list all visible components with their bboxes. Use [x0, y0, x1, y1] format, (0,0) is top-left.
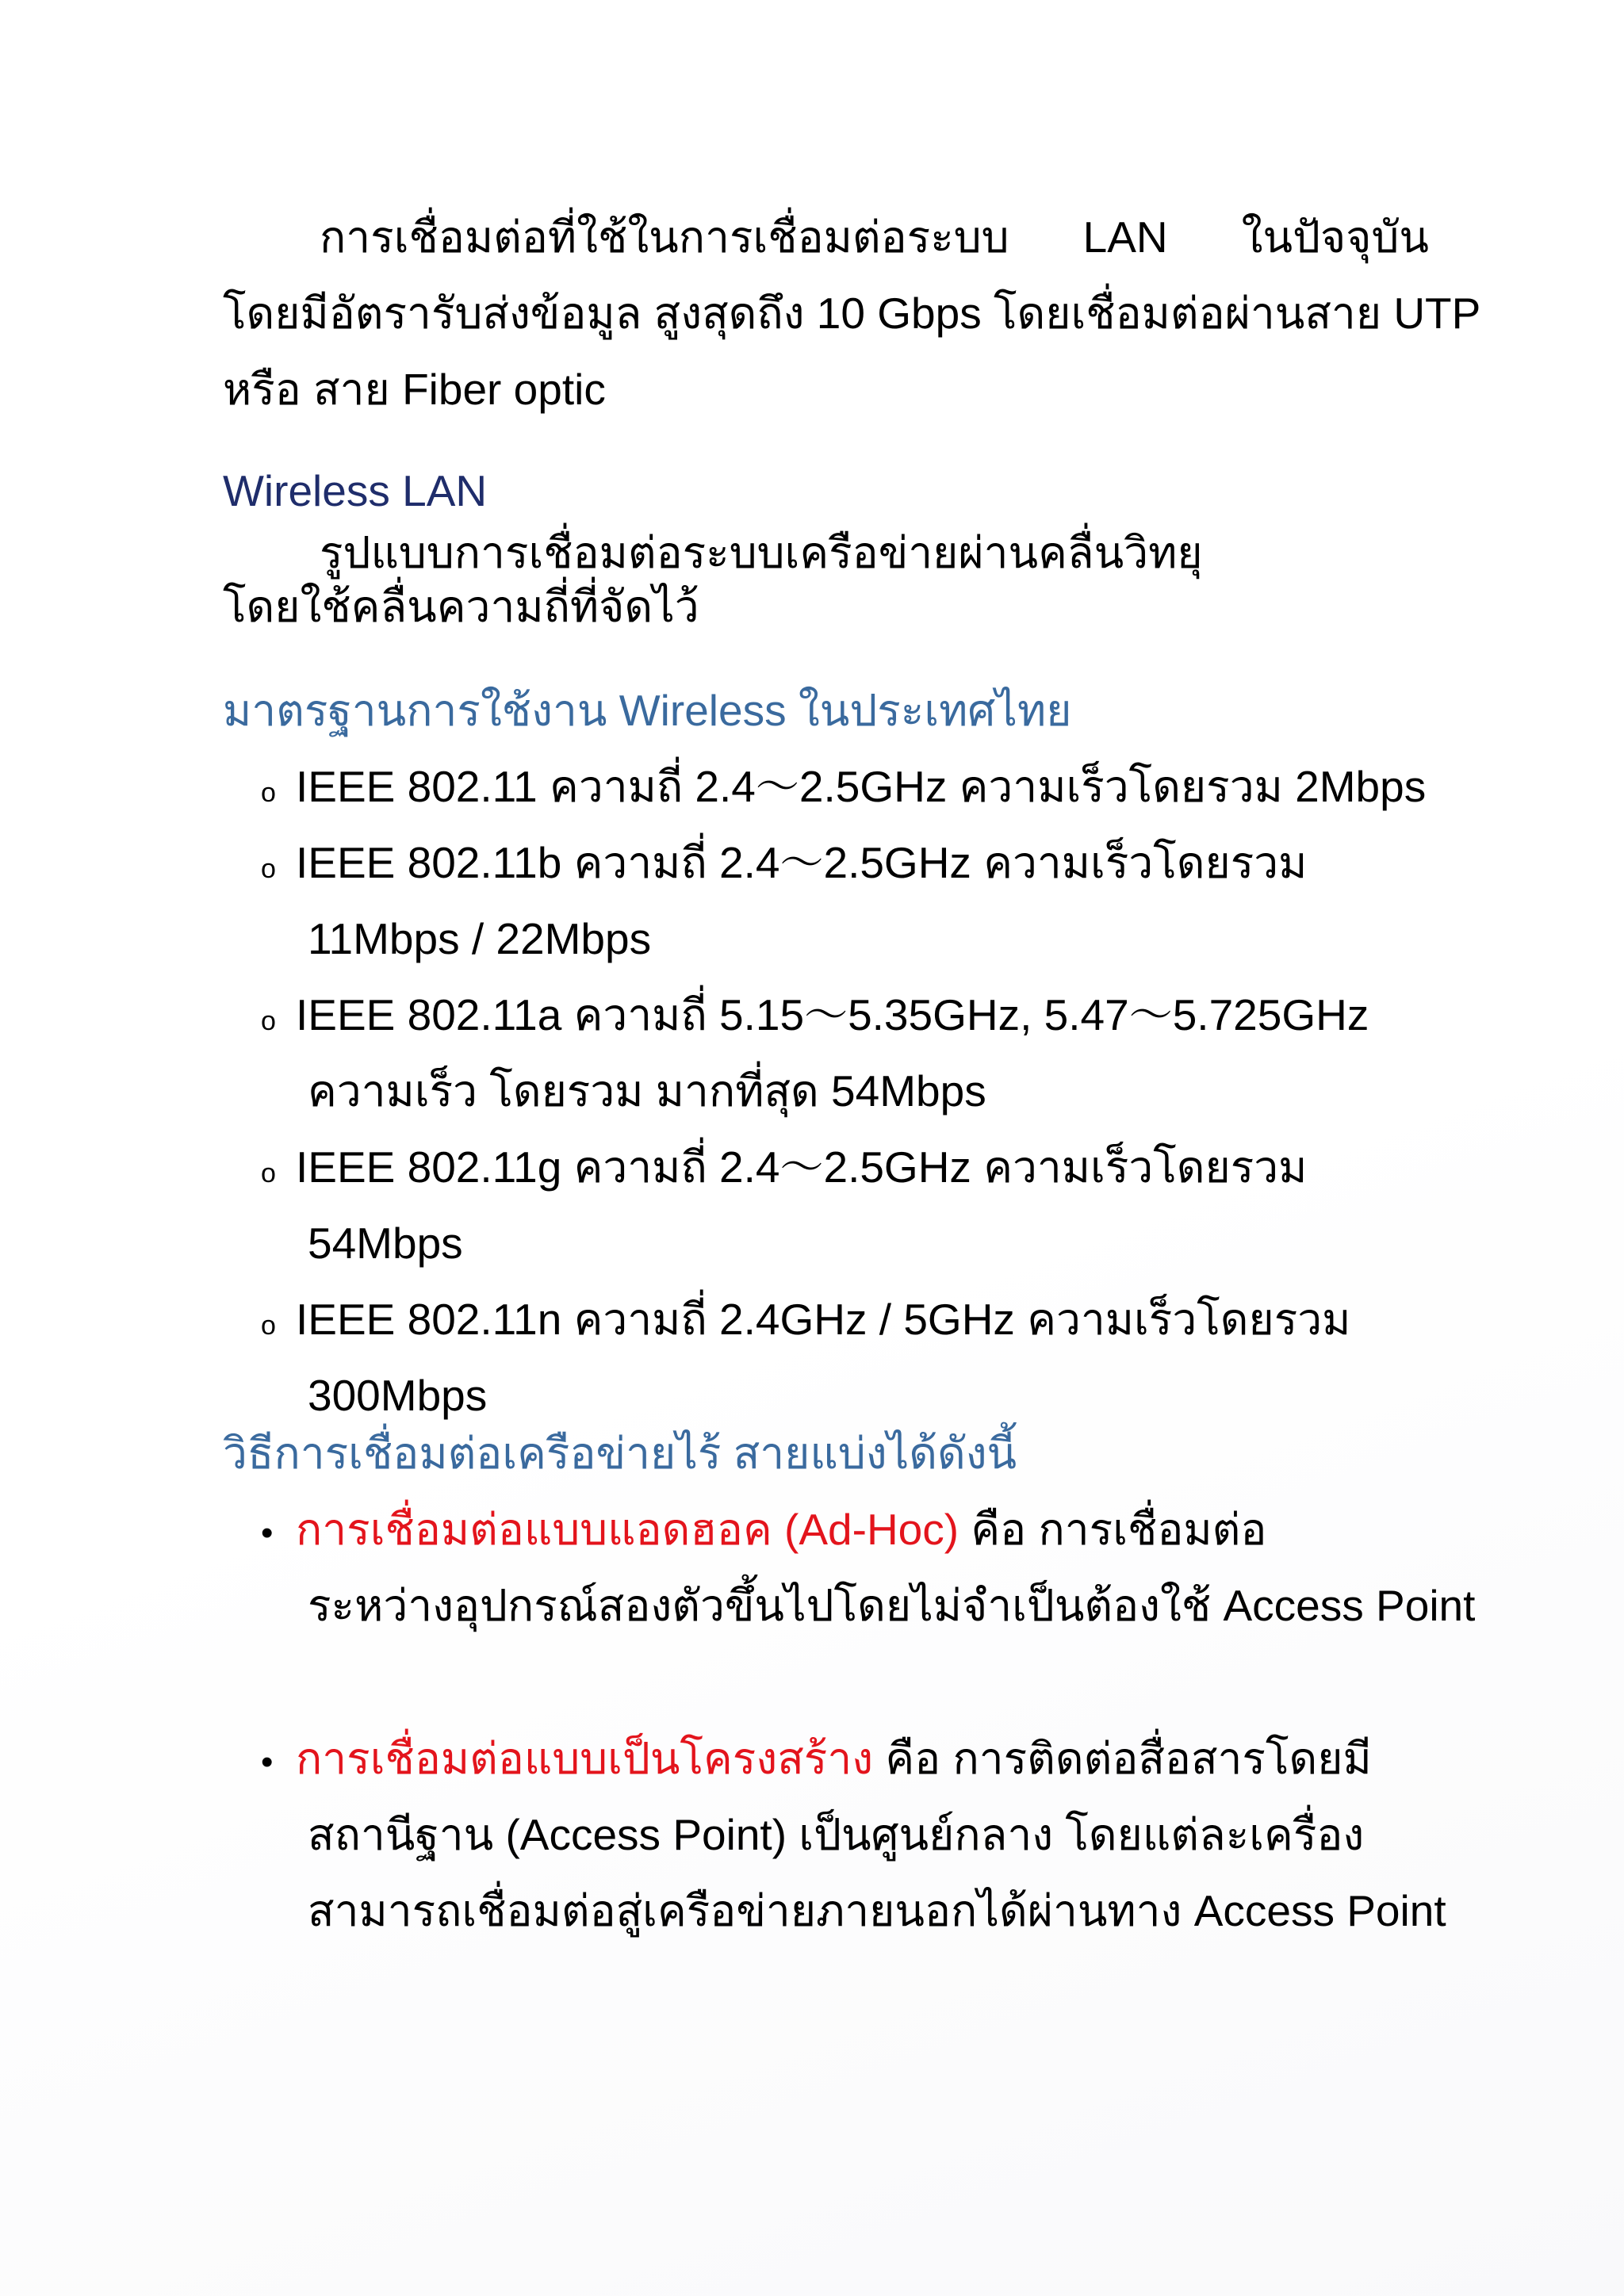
standard-item-line	[223, 1129, 1429, 1205]
standard-item	[223, 1129, 1429, 1281]
method-item-continuation: สามารถเชื่อมต่อสู่เครือข่ายภายนอกได้ผ่านทาง Access Point	[308, 1886, 1446, 1935]
standard-item-text: IEEE 802.11g ความถี่ 2.4～2.5GHz ความเร็วโดยรวม	[296, 1142, 1308, 1192]
wireless-lan-line: รูปแบบการเชื่อมต่อระบบเครือข่ายผ่านคลื่นวิทยุ	[320, 528, 1203, 577]
dot-bullet-icon: •	[261, 1743, 274, 1781]
standard-item-continuation: 54Mbps	[308, 1219, 463, 1268]
wireless-lan-heading: Wireless LAN	[223, 466, 488, 515]
standard-item-line	[223, 825, 1429, 901]
method-description: คือ การติดต่อสื่อสารโดยมี	[885, 1734, 1372, 1783]
standard-item-line	[223, 977, 1429, 1053]
intro-line: การเชื่อมต่อที่ใช้ในการเชื่อมต่อระบบ LAN ในปัจจุบัน	[320, 212, 1429, 262]
intro-line: โดยมีอัตรารับส่งข้อมูล สูงสุดถึง 10 Gbps โดยเชื่อมต่อผ่านสาย UTP	[223, 289, 1481, 338]
circle-bullet-icon: o	[261, 1311, 276, 1341]
circle-bullet-icon: o	[261, 1158, 276, 1188]
standard-item-continuation: 300Mbps	[308, 1371, 488, 1420]
method-item	[223, 1720, 1446, 1949]
methods-heading: วิธีการเชื่อมต่อเครือข่ายไร้ สายแบ่งได้ดังนี้	[223, 1429, 1017, 1478]
dot-bullet-icon: •	[261, 1513, 274, 1552]
standard-item-line	[223, 1281, 1429, 1357]
method-item-continuation: สถานีฐาน (Access Point) เป็นศูนย์กลาง โดยแต่ละเครื่อง	[308, 1810, 1365, 1859]
standard-item-continuation: 11Mbps / 22Mbps	[308, 914, 652, 963]
standard-item-text: IEEE 802.11n ความถี่ 2.4GHz / 5GHz ความเร็วโดยรวม	[296, 1295, 1351, 1344]
circle-bullet-icon: o	[261, 854, 276, 884]
standards-list	[223, 748, 1429, 1433]
intro-line: หรือ สาย Fiber optic	[223, 365, 606, 414]
circle-bullet-icon: o	[261, 778, 276, 808]
standard-item	[223, 748, 1429, 825]
methods-list	[223, 1491, 1476, 1949]
standard-item	[223, 1281, 1429, 1433]
standard-item	[223, 825, 1429, 977]
method-item-line	[223, 1720, 1429, 1797]
standard-item-text: IEEE 802.11a ความถี่ 5.15～5.35GHz, 5.47～5.725GHz	[296, 990, 1369, 1039]
method-term: การเชื่อมต่อแบบแอดฮอค (Ad-Hoc)	[296, 1505, 959, 1554]
wireless-lan-line: โดยใช้คลื่นความถี่ที่จัดไว้	[223, 582, 699, 631]
standard-item-continuation: ความเร็ว โดยรวม มากที่สุด 54Mbps	[308, 1066, 986, 1115]
circle-bullet-icon: o	[261, 1006, 276, 1036]
standard-item-line	[223, 748, 1429, 825]
method-item-line	[223, 1491, 1429, 1567]
method-item-continuation: ระหว่างอุปกรณ์สองตัวขึ้นไปโดยไม่จำเป็นต้องใช้ Access Point	[308, 1581, 1476, 1630]
standard-item	[223, 977, 1429, 1129]
intro-paragraph	[223, 199, 1481, 427]
standards-heading: มาตรฐานการใช้งาน Wireless ในประเทศไทย	[223, 686, 1072, 735]
method-item	[223, 1491, 1476, 1644]
standard-item-text: IEEE 802.11 ความถี่ 2.4～2.5GHz ความเร็วโดยรวม 2Mbps	[296, 762, 1427, 811]
wireless-lan-paragraph	[223, 526, 1429, 633]
method-description: คือ การเชื่อมต่อ	[971, 1505, 1267, 1554]
standard-item-text: IEEE 802.11b ความถี่ 2.4～2.5GHz ความเร็วโดยรวม	[296, 838, 1308, 887]
method-term: การเชื่อมต่อแบบเป็นโครงสร้าง	[296, 1734, 874, 1783]
